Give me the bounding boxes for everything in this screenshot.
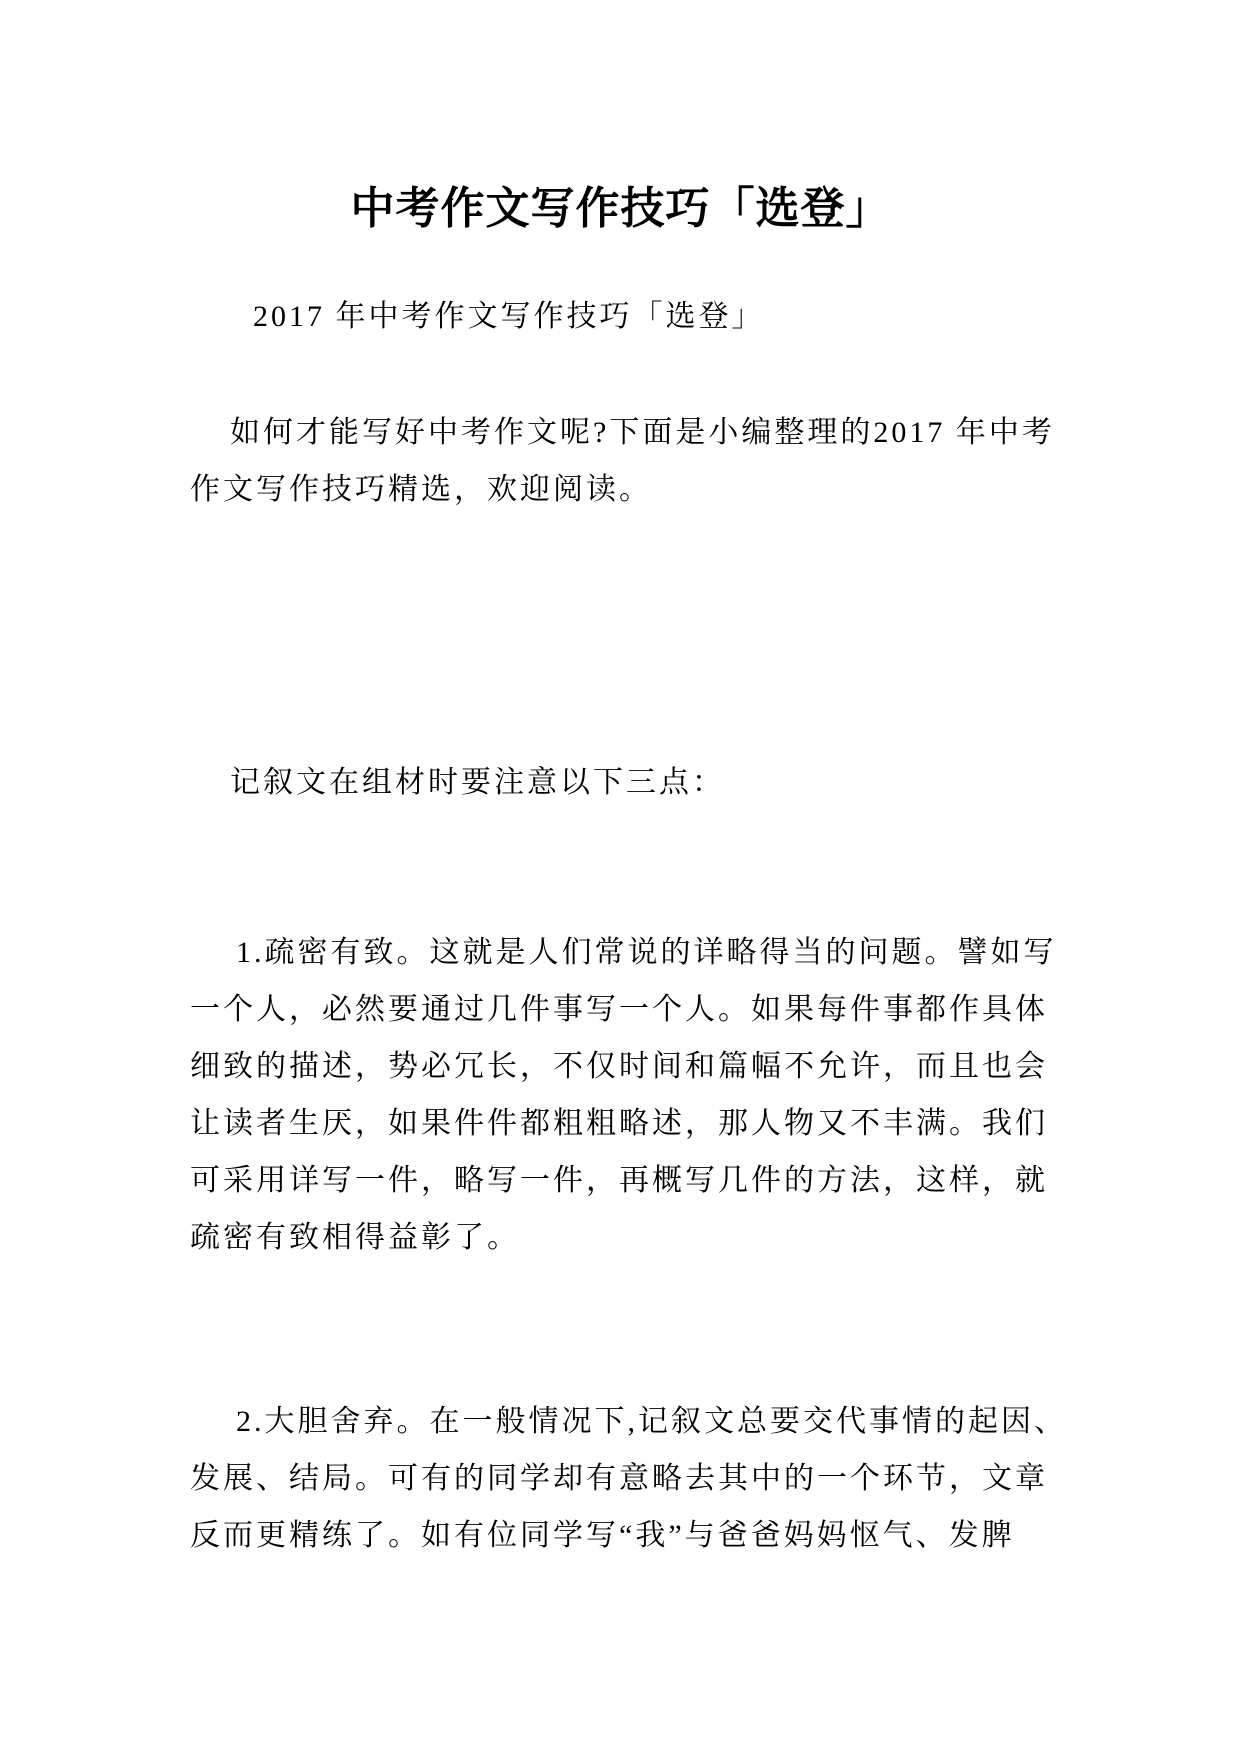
text-line: 2.大胆舍弃。在一般情况下,记叙文总要交代事情的起因、 [236, 1405, 1067, 1438]
text-line: 1.疏密有致。这就是人们常说的详略得当的问题。譬如写 [236, 936, 1057, 969]
text-line: 发展、结局。可有的同学却有意略去其中的一个环节，文章 [190, 1462, 1048, 1495]
text-line: 记叙文在组材时要注意以下三点： [230, 766, 725, 799]
text-line: 细致的描述，势必冗长，不仅时间和篇幅不允许，而且也会 [190, 1050, 1048, 1083]
text-line: 一个人，必然要通过几件事写一个人。如果每件事都作具体 [190, 993, 1048, 1026]
section-lead-paragraph [190, 754, 1090, 811]
text-line: 作文写作技巧精选，欢迎阅读。 [190, 473, 652, 506]
text-line: 如何才能写好中考作文呢?下面是小编整理的2017 年中考 [230, 416, 1055, 449]
intro-paragraph [190, 404, 1090, 518]
subtitle-block [190, 288, 1090, 345]
text-line: 疏密有致相得益彰了。 [190, 1221, 520, 1254]
subtitle-line: 2017 年中考作文写作技巧「选登」 [253, 300, 765, 333]
text-line: 可采用详写一件，略写一件，再概写几件的方法，这样，就 [190, 1164, 1048, 1197]
text-line: 让读者生厌，如果件件都粗粗略述，那人物又不丰满。我们 [190, 1107, 1048, 1140]
point-1-paragraph [190, 924, 1090, 1266]
text-line: 反而更精练了。如有位同学写“我”与爸爸妈妈怄气、发脾 [190, 1519, 1015, 1552]
point-2-paragraph [190, 1393, 1090, 1564]
document-title: 中考作文写作技巧「选登」 [350, 184, 891, 234]
